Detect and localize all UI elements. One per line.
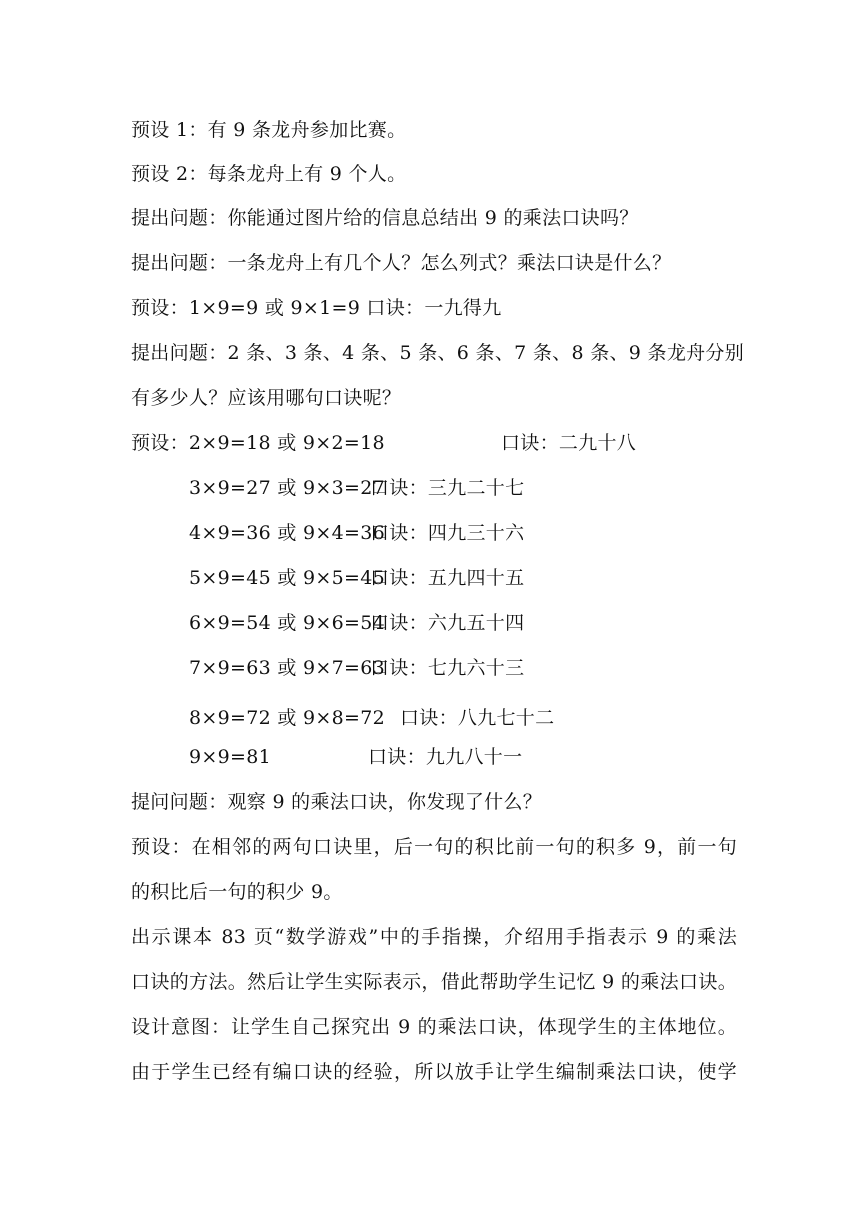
table-row-5 (189, 566, 525, 590)
equation-text: 3×9=27 或 9×3=27 (189, 477, 385, 499)
rhyme-text: 口诀：九九八十一 (368, 746, 523, 768)
question-boats-continued-line: 有多少人？应该用哪句口诀呢？ (131, 387, 402, 409)
table-row-9 (189, 745, 523, 769)
rhyme-text: 口诀：五九四十五 (370, 567, 525, 589)
table-row-6 (189, 611, 525, 635)
question-summarize-line: 提出问题：你能通过图片给的信息总结出 9 的乘法口诀吗？ (131, 207, 639, 229)
textbook-game-continued-line: 口诀的方法。然后让学生实际表示，借此帮助学生记忆 9 的乘法口诀。 (131, 971, 737, 993)
rhyme-text: 口诀：八九七十二 (400, 707, 555, 729)
design-intent-line: 设计意图：让学生自己探究出 9 的乘法口诀，体现学生的主体地位。 (131, 1016, 737, 1038)
equation-text: 9×9=81 (189, 746, 271, 768)
preset-pattern-line: 预设：在相邻的两句口诀里，后一句的积比前一句的积多 9，前一句 (131, 836, 737, 858)
table-row-7 (189, 656, 525, 680)
table-row-3 (189, 476, 525, 500)
question-boats-line: 提出问题：2 条、3 条、4 条、5 条、6 条、7 条、8 条、9 条龙舟分别 (131, 342, 745, 364)
rhyme-text: 口诀：六九五十四 (370, 612, 525, 634)
preset-pattern-continued-line: 的积比后一句的积少 9。 (131, 881, 343, 903)
rhyme-text: 口诀：二九十八 (501, 432, 637, 454)
equation-text: 2×9=18 或 9×2=18 (188, 432, 385, 454)
table-row-4 (189, 521, 525, 545)
preset-label: 预设： (131, 432, 189, 454)
table-row-8 (189, 706, 555, 730)
preset-1-line: 预设 1：有 9 条龙舟参加比赛。 (131, 119, 407, 141)
rhyme-text: 口诀：三九二十七 (370, 477, 525, 499)
design-intent-continued-line: 由于学生已经有编口诀的经验，所以放手让学生编制乘法口诀，使学 (131, 1061, 737, 1083)
table-row-2 (131, 431, 637, 455)
equation-text: 7×9=63 或 9×7=63 (189, 657, 385, 679)
preset-2-line: 预设 2：每条龙舟上有 9 个人。 (131, 163, 407, 185)
preset-one-nine-line: 预设：1×9=9 或 9×1=9 口诀：一九得九 (131, 297, 502, 319)
textbook-game-line: 出示课本 83 页“数学游戏”中的手指操，介绍用手指表示 9 的乘法 (131, 926, 737, 948)
equation-text: 6×9=54 或 9×6=54 (189, 612, 385, 634)
equation-text: 4×9=36 或 9×4=36 (189, 522, 385, 544)
rhyme-text: 口诀：四九三十六 (370, 522, 525, 544)
equation-text: 5×9=45 或 9×5=45 (189, 567, 385, 589)
question-one-boat-line: 提出问题：一条龙舟上有几个人？怎么列式？乘法口诀是什么？ (131, 252, 672, 274)
rhyme-text: 口诀：七九六十三 (370, 657, 525, 679)
equation-text: 8×9=72 或 9×8=72 (189, 707, 385, 729)
question-observe-line: 提问问题：观察 9 的乘法口诀，你发现了什么？ (131, 791, 543, 813)
